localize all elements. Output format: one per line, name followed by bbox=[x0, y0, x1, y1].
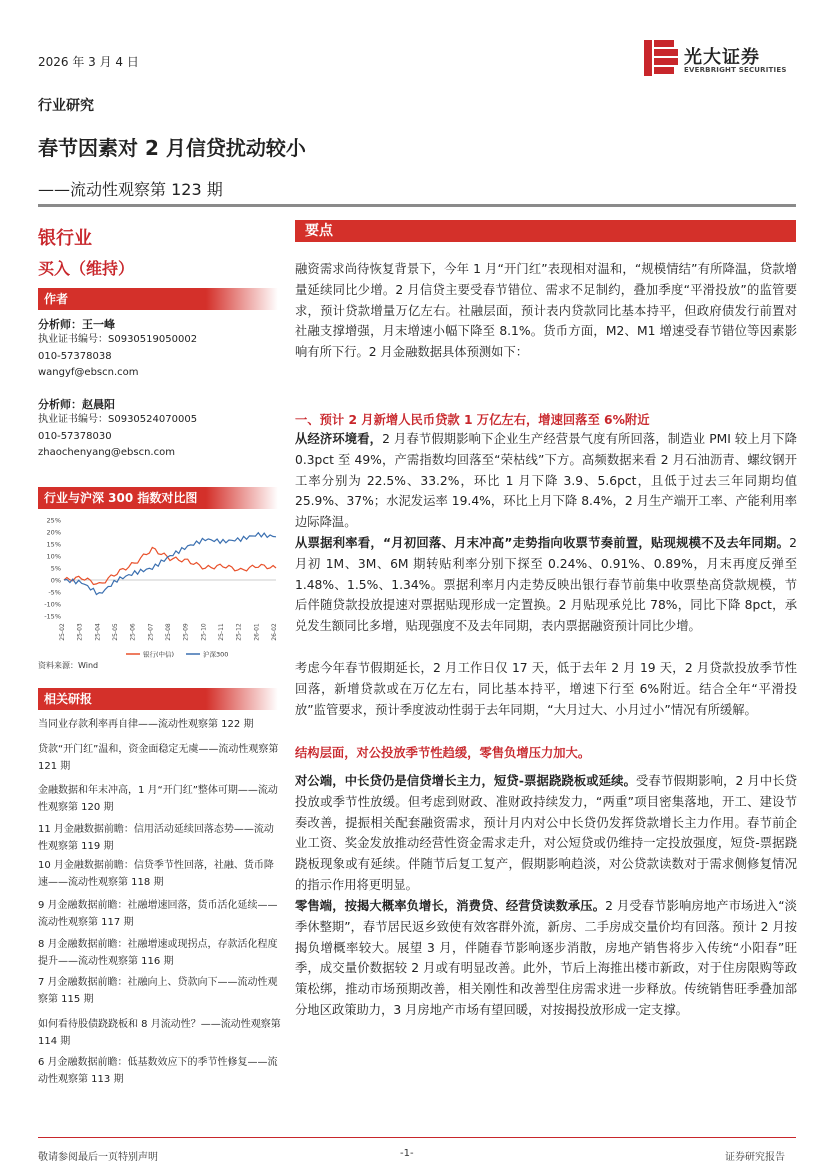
structure-heading: 结构层面，对公投放季节性趋缓，零售负增压力加大。 bbox=[295, 746, 591, 760]
industry-name: 银行业 bbox=[38, 228, 92, 249]
logo-mark-icon bbox=[640, 38, 680, 78]
index-comparison-chart bbox=[38, 514, 282, 662]
footer-divider bbox=[38, 1137, 796, 1138]
author-block bbox=[38, 396, 197, 462]
y-tick-label: 10% bbox=[46, 552, 61, 561]
x-tick-label: 26-01 bbox=[253, 623, 261, 641]
x-tick-label: 25-09 bbox=[182, 623, 190, 641]
author-phone: 010-57378030 bbox=[38, 430, 112, 442]
paragraph-body: 2 月初 1M、3M、6M 期转贴利率分别下探至 0.24%、0.91%、0.89%，月末再度反弹至 1.48%、1.5%、1.34%。票据利率月内走势反映出银行春节前集中收票垫高贷款规模，节后伴随贷款投放提速对票据贴现形成一定置换。2 月贴现承兑比 78%，同比下降 8pct，承兑发生额同比多增，贴现强度不及去年同期，表内票据融资预计同比少增。 bbox=[295, 536, 797, 634]
related-reports-header: 相关研报 bbox=[38, 688, 278, 710]
legend-label: 沪深300 bbox=[203, 650, 229, 659]
y-tick-label: 5% bbox=[50, 564, 61, 573]
series-line bbox=[64, 533, 276, 595]
y-tick-label: 15% bbox=[46, 540, 61, 549]
x-tick-label: 26-02 bbox=[271, 623, 278, 641]
x-tick-label: 25-11 bbox=[218, 623, 225, 641]
related-report-link[interactable]: 如何看待股债跷跷板和 8 月流动性？——流动性观察第 114 期 bbox=[38, 1019, 281, 1047]
author-phone: 010-57378038 bbox=[38, 350, 112, 362]
related-report-link[interactable]: 9 月金融数据前瞻：社融增速回落，货币活化延续——流动性观察第 117 期 bbox=[38, 900, 278, 928]
paragraph-body: 2 月受春节影响房地产市场进入“淡季休整期”，春节居民返乡致使有效客群外流，新房、二手房成交量价均有回落。预计 2 月按揭负增概率较大。展望 3 月，伴随春节影响逐步消散，房地产销售将步入传统“小阳春”旺季，成交量价数据较 2 月或有明显改善。此外，节后上海推出楼市新政，对于住房限购等政策松绑，推动市场预期改善，相关刚性和改善型住房需求进一步释放。传统销售旺季叠加部分地区政策助力，3 月房地产市场有望回暖，对按揭投放形成一定支撑。 bbox=[295, 899, 797, 1017]
y-tick-label: -10% bbox=[44, 600, 61, 609]
paragraph-body: 2 月春节假期影响下企业生产经营景气度有所回落，制造业 PMI 较上月下降 0.3pct 至 49%，产需指数均回落至“荣枯线”下方。高频数据来看 2 月石油沥青、螺纹钢开工率分别为 22.5%、33.2%，环比 1 月下降 3.9、5.6pct，且低于过去三年同期均值 25.9%、37%；水泥发运率 19.4%，环比上月下降 8.4%，2 月生产端开工率、产能利用率边际降温。 bbox=[295, 432, 797, 530]
logo-name-cn: 光大证券 bbox=[684, 47, 760, 68]
author-license: 执业证书编号：S0930524070005 bbox=[38, 414, 198, 425]
chart-source: 资料来源：Wind bbox=[38, 661, 99, 670]
intro-paragraph: 融资需求尚待恢复背景下，今年 1 月“开门红”表现相对温和，“规模情结”有所降温，贷款增量延续同比少增。2 月信贷主要受春节错位、需求不足制约，叠加季度“平滑投放”的监管要求，预计贷款增量万亿左右。社融层面，预计表内贷款同比基本持平，但政府债发行前置对社融支撑增强，月末增速小幅下降至 8.1%。货币方面，M2、M1 增速受春节错位等因素影响有所下行。2 月金融数据具体预测如下： bbox=[295, 262, 797, 360]
y-tick-label: 25% bbox=[46, 516, 61, 525]
footer-disclaimer: 敬请参阅最后一页特别声明 bbox=[38, 1152, 158, 1163]
paragraph-body: 受春节假期影响，2 月中长贷投放或季节性放缓。但考虑到财政、准财政持续发力，“两重”项目密集落地，开工、建设节奏改善，提振相关配套融资需求，预计月内对公中长贷仍发挥贷款增长主力作用。春节前企业工资、奖金发放推动经营性资金需求走升，对公短贷或仍维持一定投放强度，短贷-票据跷跷板现象或有延续。伴随节后复工复产，假期影响趋淡，对公贷款读数对于需求侧修复情况的指示作用将更明显。 bbox=[295, 774, 798, 892]
page-subtitle: ——流动性观察第 123 期 bbox=[38, 180, 223, 199]
series-line bbox=[64, 547, 276, 584]
x-tick-label: 25-02 bbox=[59, 623, 66, 641]
authors-section-header: 作者 bbox=[38, 288, 278, 310]
index-chart-header: 行业与沪深 300 指数对比图 bbox=[38, 487, 278, 509]
related-report-link[interactable]: 8 月金融数据前瞻：社融增速或现拐点，存款活化程度提升——流动性观察第 116 期 bbox=[38, 939, 278, 967]
paragraph-outlook: 考虑今年春节假期延长，2 月工作日仅 17 天，低于去年 2 月 19 天，2 月贷款投放季节性回落，新增贷款或在万亿左右，同比基本持平，增速下行至 6%附近。结合全年“平滑投放”监管要求，预计季度波动性弱于去年同期，“大月过大、小月过小”情况有所缓解。 bbox=[295, 661, 797, 717]
related-report-link[interactable]: 当同业存款利率再自律——流动性观察第 122 期 bbox=[38, 719, 254, 730]
paragraph-corporate bbox=[295, 771, 797, 896]
footer-report-type: 证券研究报告 bbox=[725, 1152, 785, 1163]
x-tick-label: 25-08 bbox=[165, 623, 172, 641]
author-name: 分析师：赵晨阳 bbox=[38, 398, 115, 411]
report-date: 2026 年 3 月 4 日 bbox=[38, 55, 139, 69]
x-tick-label: 25-06 bbox=[129, 623, 137, 641]
paragraph-lead: 零售端，按揭大概率负增长，消费贷、经营贷读数承压。 bbox=[295, 899, 606, 913]
title-divider bbox=[38, 204, 796, 207]
legend-label: 银行(中信) bbox=[143, 650, 175, 659]
rating-label: 买入（维持） bbox=[38, 259, 135, 278]
author-name: 分析师：王一峰 bbox=[38, 318, 115, 331]
keypoints-header: 要点 bbox=[295, 220, 796, 242]
related-report-link[interactable]: 贷款“开门红”温和，资金面稳定无虞——流动性观察第 121 期 bbox=[38, 744, 279, 772]
logo-name-en: EVERBRIGHT SECURITIES bbox=[684, 66, 787, 74]
paragraph-lead: 从票据利率看，“月初回落、月末冲高”走势指向收票节奏前置，贴现规模不及去年同期。 bbox=[295, 536, 790, 550]
author-block bbox=[38, 316, 197, 382]
related-report-link[interactable]: 7 月金融数据前瞻：社融向上、贷款向下——流动性观察第 115 期 bbox=[38, 977, 278, 1005]
related-report-link[interactable]: 11 月金融数据前瞻：信用活动延续回落态势——流动性观察第 119 期 bbox=[38, 824, 274, 852]
paragraph-economy bbox=[295, 429, 797, 533]
paragraph-retail bbox=[295, 896, 797, 1021]
author-email[interactable]: zhaochenyang@ebscn.com bbox=[38, 447, 175, 458]
page-title: 春节因素对 2 月信贷扰动较小 bbox=[38, 136, 306, 160]
y-tick-label: -5% bbox=[48, 588, 61, 597]
x-tick-label: 25-07 bbox=[147, 623, 155, 641]
x-tick-label: 25-12 bbox=[235, 623, 243, 641]
y-tick-label: 20% bbox=[46, 528, 61, 537]
related-report-link[interactable]: 6 月金融数据前瞻：低基数效应下的季节性修复——流动性观察第 113 期 bbox=[38, 1057, 278, 1085]
y-tick-label: -15% bbox=[44, 612, 61, 621]
related-report-link[interactable]: 10 月金融数据前瞻：信贷季节性回落，社融、货币降速——流动性观察第 118 期 bbox=[38, 860, 274, 888]
section-heading: 一、预计 2 月新增人民币贷款 1 万亿左右，增速回落至 6%附近 bbox=[295, 413, 650, 427]
paragraph-lead: 从经济环境看， bbox=[295, 432, 383, 446]
x-tick-label: 25-04 bbox=[94, 623, 102, 641]
page-number: -1- bbox=[400, 1148, 414, 1159]
x-tick-label: 25-10 bbox=[200, 623, 208, 641]
related-report-link[interactable]: 金融数据和年末冲高，1 月“开门红”整体可期——流动性观察第 120 期 bbox=[38, 785, 278, 813]
y-tick-label: 0% bbox=[50, 576, 61, 585]
x-tick-label: 25-05 bbox=[112, 623, 119, 641]
report-type: 行业研究 bbox=[38, 98, 94, 114]
x-tick-label: 25-03 bbox=[76, 623, 84, 641]
paragraph-lead: 对公端，中长贷仍是信贷增长主力，短贷-票据跷跷板或延续。 bbox=[295, 774, 637, 788]
author-email[interactable]: wangyf@ebscn.com bbox=[38, 367, 139, 378]
author-license: 执业证书编号：S0930519050002 bbox=[38, 334, 198, 345]
paragraph-bill-rates bbox=[295, 533, 797, 637]
